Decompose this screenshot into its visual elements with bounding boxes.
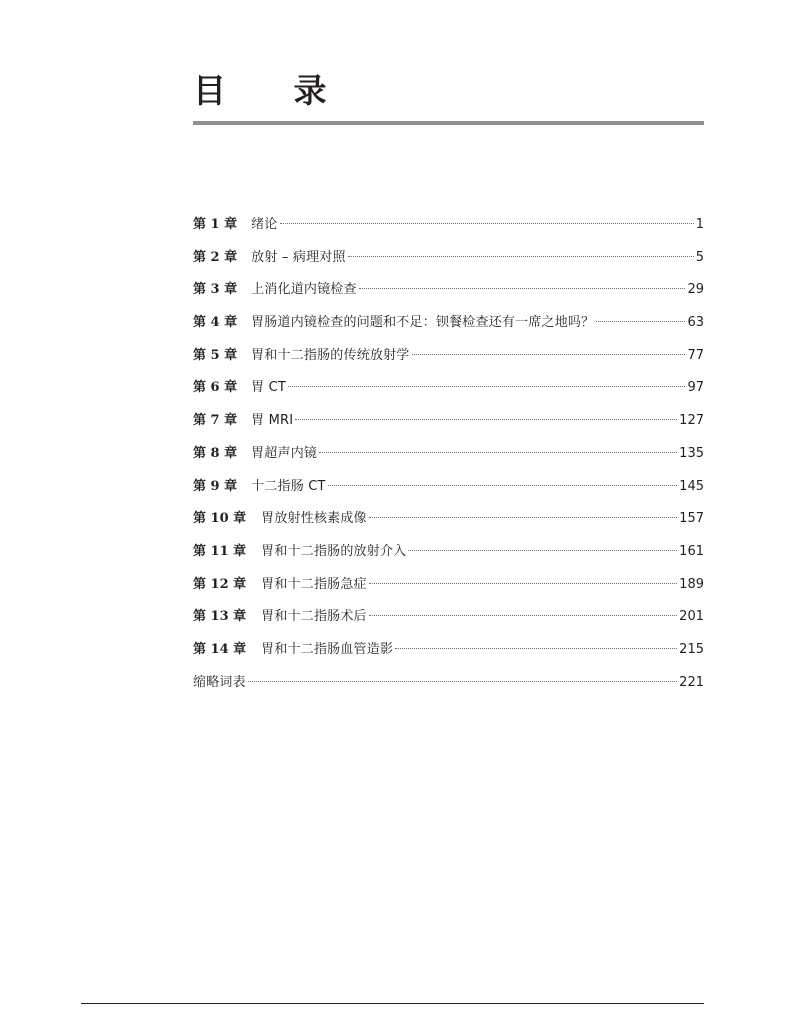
toc-chapter-number: 第 7 章 [193, 413, 238, 429]
toc-chapter-number: 第 14 章 [193, 641, 247, 657]
toc-dot-leader [319, 452, 677, 453]
toc-dot-leader [596, 321, 685, 322]
toc-dot-leader [369, 615, 677, 616]
toc-dot-leader [359, 288, 686, 289]
toc-entry[interactable] [193, 572, 704, 605]
footer-divider [81, 1003, 704, 1004]
toc-entry[interactable] [193, 604, 704, 637]
toc-entry[interactable] [193, 343, 704, 376]
toc-chapter-number: 第 2 章 [193, 249, 238, 265]
toc-entry-title: 胃和十二指肠的放射介入 [261, 543, 407, 559]
toc-page-number: 127 [679, 413, 704, 429]
toc-entry-title: 胃和十二指肠急症 [261, 576, 367, 592]
toc-dot-leader [280, 223, 694, 224]
toc-dot-leader [328, 485, 678, 486]
toc-entry[interactable] [193, 375, 704, 408]
toc-page-number: 145 [679, 478, 704, 494]
toc-entry[interactable] [193, 408, 704, 441]
toc-dot-leader [412, 354, 686, 355]
toc-chapter-number: 第 10 章 [193, 511, 247, 527]
toc-entry-title: 胃肠道内镜检查的问题和不足：钡餐检查还有一席之地吗？ [251, 315, 595, 331]
toc-entry[interactable] [193, 212, 704, 245]
table-of-contents [193, 212, 704, 702]
toc-entry[interactable] [193, 441, 704, 474]
toc-dot-leader [348, 256, 694, 257]
toc-page-number: 63 [687, 315, 704, 331]
toc-entry-title: 上消化道内镜检查 [251, 282, 357, 298]
toc-page-number: 221 [679, 674, 704, 690]
toc-chapter-number: 第 13 章 [193, 609, 247, 625]
toc-page-number: 5 [695, 249, 704, 265]
toc-chapter-number: 第 11 章 [193, 543, 247, 559]
toc-entry-title: 胃和十二指肠的传统放射学 [251, 347, 410, 363]
toc-dot-leader [369, 517, 677, 518]
toc-entry[interactable] [193, 245, 704, 278]
toc-page-number: 157 [679, 511, 704, 527]
toc-entry-title: 十二指肠 CT [251, 478, 326, 494]
toc-entry-title: 胃 CT [251, 380, 287, 396]
toc-chapter-number: 第 3 章 [193, 282, 238, 298]
toc-chapter-number: 第 12 章 [193, 576, 247, 592]
toc-entry-title: 放射 – 病理对照 [251, 249, 346, 265]
toc-entry-title: 绪论 [251, 217, 278, 232]
title-divider [193, 121, 704, 125]
toc-entry[interactable] [193, 474, 704, 507]
toc-dot-leader [248, 681, 677, 682]
toc-entry[interactable] [193, 670, 704, 703]
toc-entry-title: 胃放射性核素成像 [261, 511, 367, 527]
toc-entry-title: 胃和十二指肠术后 [261, 609, 367, 625]
toc-chapter-number: 第 4 章 [193, 315, 238, 331]
toc-entry-title: 胃 MRI [251, 413, 294, 429]
toc-dot-leader [295, 419, 677, 420]
toc-entry[interactable] [193, 506, 704, 539]
toc-page-number: 215 [679, 641, 704, 657]
toc-chapter-number: 第 9 章 [193, 478, 238, 494]
toc-page-number: 161 [679, 543, 704, 559]
toc-dot-leader [369, 583, 677, 584]
toc-page-number: 135 [679, 445, 704, 461]
toc-dot-leader [288, 386, 685, 387]
page-title: 目 录 [193, 71, 355, 110]
toc-entry[interactable] [193, 539, 704, 572]
toc-page-number: 97 [687, 380, 704, 396]
toc-entry-title: 胃超声内镜 [251, 445, 318, 461]
toc-entry[interactable] [193, 310, 704, 343]
toc-chapter-number: 第 6 章 [193, 380, 238, 396]
toc-chapter-number: 第 8 章 [193, 445, 238, 461]
toc-page-number: 201 [679, 609, 704, 625]
toc-dot-leader [408, 550, 677, 551]
toc-entry[interactable] [193, 637, 704, 670]
toc-chapter-number: 第 1 章 [193, 217, 238, 232]
toc-entry-title: 胃和十二指肠血管造影 [261, 641, 394, 657]
toc-page-number: 29 [687, 282, 704, 298]
toc-entry-title: 缩略词表 [193, 674, 246, 690]
toc-entry[interactable] [193, 277, 704, 310]
toc-dot-leader [395, 648, 677, 649]
toc-chapter-number: 第 5 章 [193, 347, 238, 363]
toc-page-number: 189 [679, 576, 704, 592]
toc-page-number: 77 [687, 347, 704, 363]
toc-page-number: 1 [695, 217, 704, 232]
